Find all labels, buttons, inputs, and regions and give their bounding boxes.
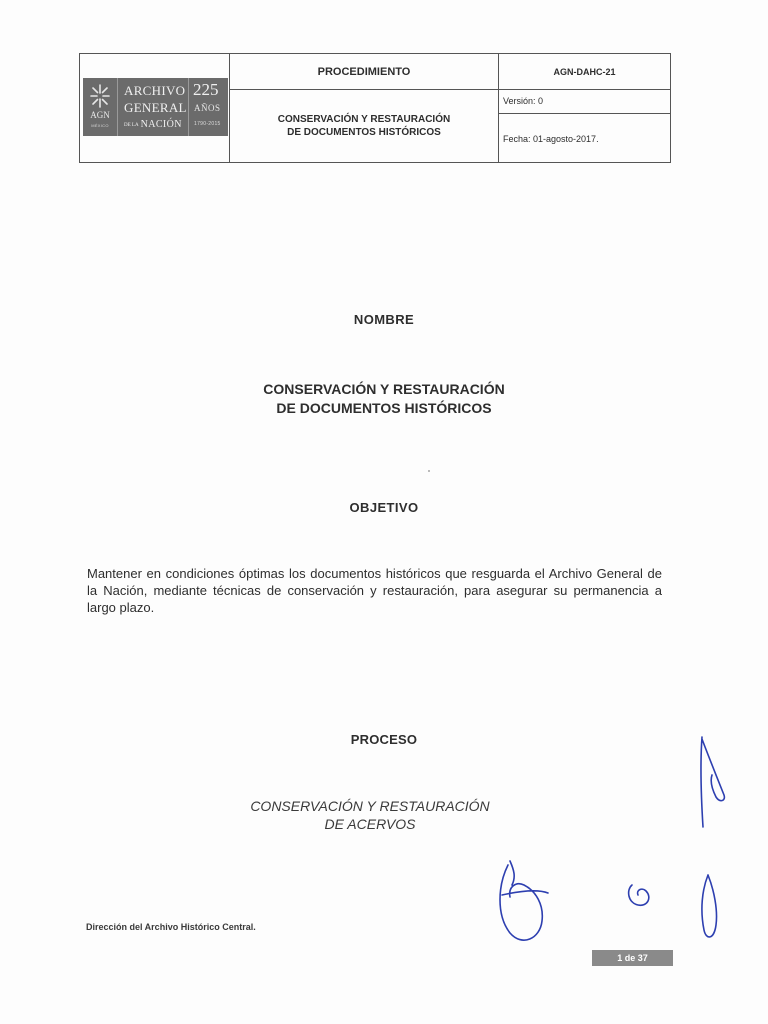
header-title-cell bbox=[230, 90, 499, 162]
anniversary-years: 1790-2015 bbox=[194, 121, 221, 127]
signature-left bbox=[500, 861, 548, 940]
document-title-line1: CONSERVACIÓN Y RESTAURACIÓN bbox=[263, 381, 505, 397]
header-title-line2: DE DOCUMENTOS HISTÓRICOS bbox=[287, 127, 441, 138]
page-number-badge bbox=[592, 950, 673, 966]
logo-agn-text: AGN bbox=[90, 110, 110, 120]
logo-agn-subtext: MÉXICO bbox=[91, 123, 109, 128]
process-name-line2: DE ACERVOS bbox=[324, 816, 416, 832]
anniversary-word: AÑOS bbox=[194, 103, 221, 113]
scan-speck bbox=[428, 470, 430, 472]
document-title-line2: DE DOCUMENTOS HISTÓRICOS bbox=[276, 400, 492, 416]
doc-code-cell bbox=[499, 54, 670, 90]
agn-emblem bbox=[83, 78, 118, 136]
doc-date: Fecha: 01-agosto-2017. bbox=[503, 134, 599, 144]
process-name-line1: CONSERVACIÓN Y RESTAURACIÓN bbox=[250, 798, 490, 814]
signature-right-lower bbox=[702, 875, 717, 937]
signature-middle-loop bbox=[629, 885, 649, 905]
asterisk-emblem-icon bbox=[89, 83, 111, 109]
date-cell bbox=[499, 114, 670, 162]
logo-anniversary bbox=[189, 78, 228, 136]
nombre-heading: NOMBRE bbox=[353, 312, 415, 327]
objetivo-heading: OBJETIVO bbox=[349, 500, 419, 515]
handwritten-initials bbox=[480, 725, 740, 955]
page-number: 1 de 37 bbox=[617, 953, 648, 963]
logo-word-nacion bbox=[124, 119, 182, 130]
header-title-line1: CONSERVACIÓN Y RESTAURACIÓN bbox=[277, 114, 451, 125]
doc-type-label: PROCEDIMIENTO bbox=[317, 65, 411, 78]
doc-code: AGN-DAHC-21 bbox=[553, 66, 616, 77]
document-title bbox=[0, 380, 768, 418]
logo-word-prefix: DE LA bbox=[124, 123, 139, 128]
footer-department: Dirección del Archivo Histórico Central. bbox=[86, 922, 256, 932]
objetivo-paragraph: Mantener en condiciones óptimas los documentos históricos que resguarda el Archivo General de la Nación, mediante técnicas de conservación y restauración, para asegurar su permanencia a largo plazo. bbox=[87, 566, 662, 615]
logo-word-archivo: ARCHIVO bbox=[124, 83, 186, 98]
doc-version: Versión: 0 bbox=[503, 96, 544, 106]
logo-wordmark bbox=[118, 78, 189, 136]
anniversary-number: 225 bbox=[193, 80, 219, 99]
logo-cell bbox=[80, 54, 230, 162]
signature-right-upper bbox=[701, 737, 724, 827]
agn-logo bbox=[83, 78, 228, 136]
logo-word-general: GENERAL bbox=[124, 100, 187, 115]
logo-word-nacion-text: NACIÓN bbox=[140, 119, 182, 130]
proceso-heading: PROCESO bbox=[350, 732, 418, 747]
version-cell bbox=[499, 90, 670, 114]
document-header-table bbox=[79, 53, 671, 163]
doc-type-cell bbox=[230, 54, 499, 90]
